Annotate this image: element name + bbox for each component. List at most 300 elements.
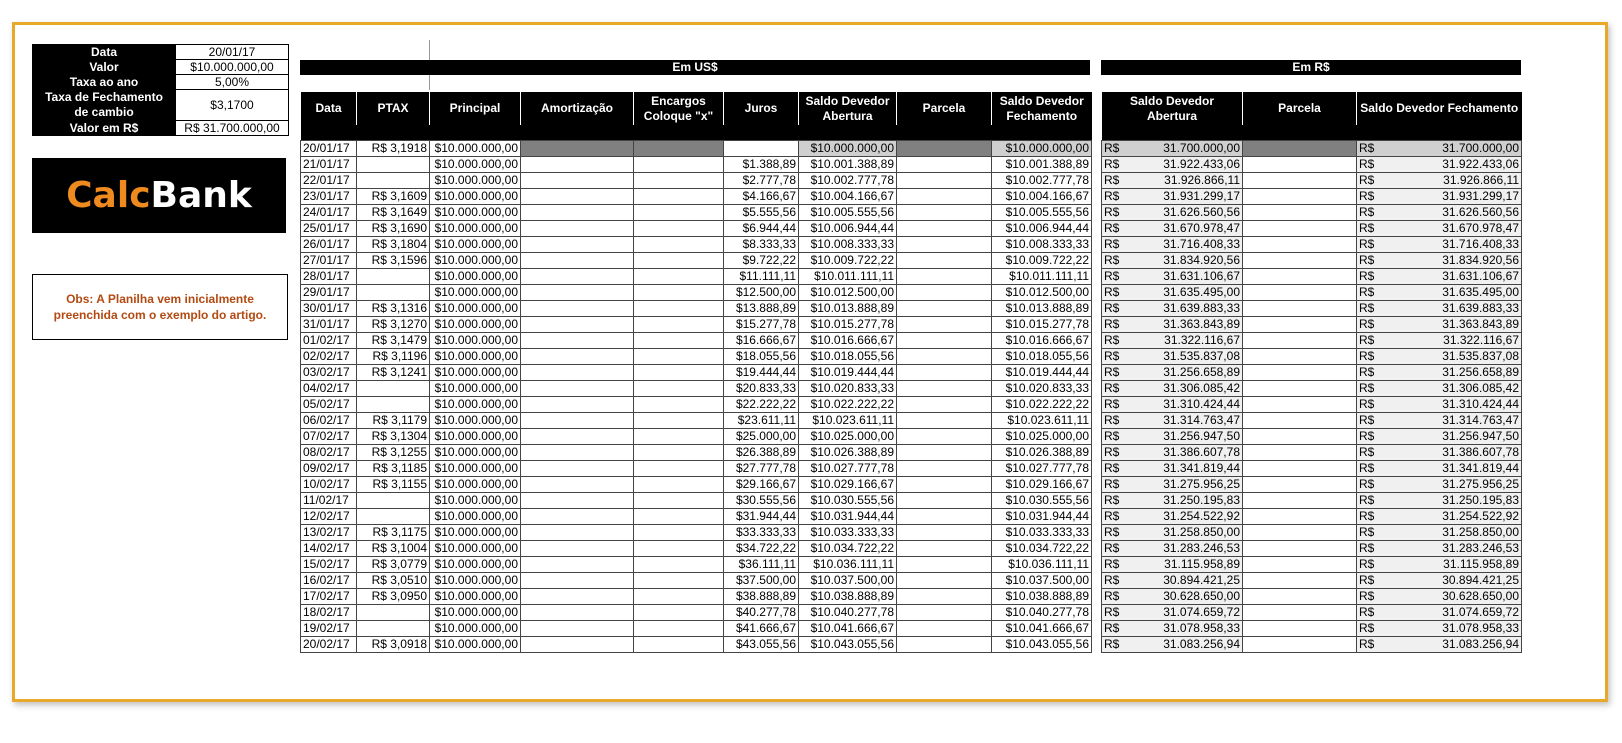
cell-brl-saldo-fechamento[interactable] <box>1357 221 1522 237</box>
cell-saldo-abertura[interactable]: $10.005.555,56 <box>799 205 897 221</box>
cell-principal[interactable]: $10.000.000,00 <box>430 173 521 189</box>
cell-saldo-abertura[interactable]: $10.033.333,33 <box>799 525 897 541</box>
cell-amortizacao[interactable] <box>521 429 634 445</box>
cell-juros[interactable]: $34.722,22 <box>724 541 799 557</box>
cell-juros[interactable]: $22.222,22 <box>724 397 799 413</box>
cell-juros[interactable]: $16.666,67 <box>724 333 799 349</box>
cell-brl-parcela[interactable] <box>1243 157 1357 173</box>
cell-amortizacao[interactable] <box>521 509 634 525</box>
cell-data[interactable]: 11/02/17 <box>301 493 357 509</box>
cell-juros[interactable]: $20.833,33 <box>724 381 799 397</box>
cell-juros[interactable]: $29.166,67 <box>724 477 799 493</box>
cell-principal[interactable]: $10.000.000,00 <box>430 429 521 445</box>
cell-encargos[interactable] <box>634 333 724 349</box>
cell-brl-saldo-abertura[interactable] <box>1102 253 1243 269</box>
cell-principal[interactable]: $10.000.000,00 <box>430 349 521 365</box>
cell-saldo-fechamento[interactable]: $10.006.944,44 <box>992 221 1092 237</box>
cell-principal[interactable]: $10.000.000,00 <box>430 461 521 477</box>
cell-data[interactable]: 03/02/17 <box>301 365 357 381</box>
cell-brl-saldo-fechamento[interactable] <box>1357 141 1522 157</box>
cell-brl-saldo-abertura[interactable] <box>1102 365 1243 381</box>
cell-data[interactable]: 09/02/17 <box>301 461 357 477</box>
cell-parcela[interactable] <box>897 349 992 365</box>
cell-brl-saldo-abertura[interactable] <box>1102 477 1243 493</box>
cell-brl-saldo-fechamento[interactable] <box>1357 189 1522 205</box>
cell-saldo-abertura[interactable]: $10.036.111,11 <box>799 557 897 573</box>
cell-saldo-fechamento[interactable]: $10.037.500,00 <box>992 573 1092 589</box>
cell-amortizacao[interactable] <box>521 253 634 269</box>
cell-ptax[interactable]: R$ 3,1185 <box>357 461 430 477</box>
cell-brl-saldo-abertura[interactable] <box>1102 189 1243 205</box>
cell-brl-saldo-fechamento[interactable] <box>1357 461 1522 477</box>
cell-brl-saldo-fechamento[interactable] <box>1357 285 1522 301</box>
cell-saldo-fechamento[interactable]: $10.031.944,44 <box>992 509 1092 525</box>
cell-principal[interactable]: $10.000.000,00 <box>430 509 521 525</box>
cell-data[interactable]: 06/02/17 <box>301 413 357 429</box>
cell-juros[interactable]: $15.277,78 <box>724 317 799 333</box>
cell-juros[interactable]: $13.888,89 <box>724 301 799 317</box>
cell-amortizacao[interactable] <box>521 157 634 173</box>
cell-juros[interactable]: $12.500,00 <box>724 285 799 301</box>
cell-parcela[interactable] <box>897 413 992 429</box>
cell-brl-parcela[interactable] <box>1243 365 1357 381</box>
cell-ptax[interactable]: R$ 3,0779 <box>357 557 430 573</box>
cell-encargos[interactable] <box>634 557 724 573</box>
cell-ptax[interactable]: R$ 3,1004 <box>357 541 430 557</box>
cell-ptax[interactable]: R$ 3,1596 <box>357 253 430 269</box>
cell-encargos[interactable] <box>634 541 724 557</box>
cell-juros[interactable]: $43.055,56 <box>724 637 799 653</box>
cell-parcela[interactable] <box>897 541 992 557</box>
cell-brl-saldo-fechamento[interactable] <box>1357 429 1522 445</box>
cell-brl-parcela[interactable] <box>1243 429 1357 445</box>
cell-data[interactable]: 02/02/17 <box>301 349 357 365</box>
cell-parcela[interactable] <box>897 429 992 445</box>
cell-saldo-abertura[interactable]: $10.041.666,67 <box>799 621 897 637</box>
cell-brl-parcela[interactable] <box>1243 269 1357 285</box>
cell-juros[interactable]: $1.388,89 <box>724 157 799 173</box>
cell-data[interactable]: 25/01/17 <box>301 221 357 237</box>
cell-parcela[interactable] <box>897 205 992 221</box>
cell-brl-saldo-fechamento[interactable] <box>1357 413 1522 429</box>
cell-amortizacao[interactable] <box>521 541 634 557</box>
cell-parcela[interactable] <box>897 461 992 477</box>
cell-encargos[interactable] <box>634 429 724 445</box>
cell-parcela[interactable] <box>897 397 992 413</box>
cell-parcela[interactable] <box>897 605 992 621</box>
cell-saldo-fechamento[interactable]: $10.040.277,78 <box>992 605 1092 621</box>
cell-juros[interactable]: $31.944,44 <box>724 509 799 525</box>
summary-value[interactable]: $3,1700 <box>176 90 289 121</box>
cell-data[interactable]: 31/01/17 <box>301 317 357 333</box>
cell-principal[interactable]: $10.000.000,00 <box>430 589 521 605</box>
cell-data[interactable]: 10/02/17 <box>301 477 357 493</box>
cell-saldo-fechamento[interactable]: $10.038.888,89 <box>992 589 1092 605</box>
cell-amortizacao[interactable] <box>521 269 634 285</box>
cell-encargos[interactable] <box>634 349 724 365</box>
cell-ptax[interactable]: R$ 3,1175 <box>357 525 430 541</box>
cell-ptax[interactable]: R$ 3,1304 <box>357 429 430 445</box>
cell-encargos[interactable] <box>634 141 724 157</box>
cell-brl-parcela[interactable] <box>1243 237 1357 253</box>
cell-saldo-fechamento[interactable]: $10.026.388,89 <box>992 445 1092 461</box>
cell-saldo-fechamento[interactable]: $10.000.000,00 <box>992 141 1092 157</box>
cell-brl-parcela[interactable] <box>1243 477 1357 493</box>
cell-principal[interactable]: $10.000.000,00 <box>430 573 521 589</box>
cell-saldo-abertura[interactable]: $10.000.000,00 <box>799 141 897 157</box>
cell-brl-saldo-abertura[interactable] <box>1102 157 1243 173</box>
cell-encargos[interactable] <box>634 477 724 493</box>
cell-brl-parcela[interactable] <box>1243 637 1357 653</box>
cell-saldo-abertura[interactable]: $10.030.555,56 <box>799 493 897 509</box>
cell-brl-parcela[interactable] <box>1243 301 1357 317</box>
cell-brl-saldo-fechamento[interactable] <box>1357 621 1522 637</box>
cell-data[interactable]: 01/02/17 <box>301 333 357 349</box>
cell-ptax[interactable] <box>357 397 430 413</box>
cell-brl-parcela[interactable] <box>1243 413 1357 429</box>
cell-principal[interactable]: $10.000.000,00 <box>430 221 521 237</box>
cell-principal[interactable]: $10.000.000,00 <box>430 333 521 349</box>
cell-ptax[interactable]: R$ 3,1155 <box>357 477 430 493</box>
cell-brl-saldo-abertura[interactable] <box>1102 413 1243 429</box>
cell-brl-saldo-fechamento[interactable] <box>1357 557 1522 573</box>
cell-brl-saldo-abertura[interactable] <box>1102 605 1243 621</box>
cell-brl-parcela[interactable] <box>1243 285 1357 301</box>
cell-parcela[interactable] <box>897 157 992 173</box>
cell-juros[interactable]: $41.666,67 <box>724 621 799 637</box>
cell-amortizacao[interactable] <box>521 445 634 461</box>
cell-saldo-abertura[interactable]: $10.029.166,67 <box>799 477 897 493</box>
cell-principal[interactable]: $10.000.000,00 <box>430 189 521 205</box>
cell-juros[interactable]: $26.388,89 <box>724 445 799 461</box>
cell-amortizacao[interactable] <box>521 381 634 397</box>
cell-brl-saldo-fechamento[interactable] <box>1357 573 1522 589</box>
cell-saldo-abertura[interactable]: $10.002.777,78 <box>799 173 897 189</box>
cell-parcela[interactable] <box>897 269 992 285</box>
cell-saldo-abertura[interactable]: $10.020.833,33 <box>799 381 897 397</box>
cell-brl-saldo-abertura[interactable] <box>1102 589 1243 605</box>
cell-brl-parcela[interactable] <box>1243 557 1357 573</box>
cell-brl-parcela[interactable] <box>1243 621 1357 637</box>
cell-brl-saldo-abertura[interactable] <box>1102 317 1243 333</box>
cell-saldo-fechamento[interactable]: $10.019.444,44 <box>992 365 1092 381</box>
cell-encargos[interactable] <box>634 317 724 333</box>
cell-saldo-fechamento[interactable]: $10.041.666,67 <box>992 621 1092 637</box>
cell-ptax[interactable]: R$ 3,1918 <box>357 141 430 157</box>
cell-saldo-fechamento[interactable]: $10.004.166,67 <box>992 189 1092 205</box>
cell-parcela[interactable] <box>897 301 992 317</box>
cell-amortizacao[interactable] <box>521 461 634 477</box>
cell-parcela[interactable] <box>897 365 992 381</box>
cell-data[interactable]: 15/02/17 <box>301 557 357 573</box>
cell-parcela[interactable] <box>897 589 992 605</box>
cell-encargos[interactable] <box>634 525 724 541</box>
cell-brl-saldo-fechamento[interactable] <box>1357 237 1522 253</box>
cell-ptax[interactable] <box>357 269 430 285</box>
cell-brl-parcela[interactable] <box>1243 445 1357 461</box>
cell-data[interactable]: 21/01/17 <box>301 157 357 173</box>
cell-ptax[interactable]: R$ 3,1649 <box>357 205 430 221</box>
cell-brl-parcela[interactable] <box>1243 589 1357 605</box>
cell-saldo-fechamento[interactable]: $10.027.777,78 <box>992 461 1092 477</box>
cell-data[interactable]: 14/02/17 <box>301 541 357 557</box>
cell-ptax[interactable]: R$ 3,1196 <box>357 349 430 365</box>
cell-saldo-abertura[interactable]: $10.012.500,00 <box>799 285 897 301</box>
cell-amortizacao[interactable] <box>521 589 634 605</box>
cell-principal[interactable]: $10.000.000,00 <box>430 621 521 637</box>
cell-brl-parcela[interactable] <box>1243 381 1357 397</box>
cell-brl-parcela[interactable] <box>1243 573 1357 589</box>
cell-saldo-abertura[interactable]: $10.019.444,44 <box>799 365 897 381</box>
cell-amortizacao[interactable] <box>521 397 634 413</box>
cell-saldo-fechamento[interactable]: $10.043.055,56 <box>992 637 1092 653</box>
cell-brl-parcela[interactable] <box>1243 525 1357 541</box>
cell-amortizacao[interactable] <box>521 493 634 509</box>
cell-saldo-abertura[interactable]: $10.025.000,00 <box>799 429 897 445</box>
cell-parcela[interactable] <box>897 509 992 525</box>
cell-brl-parcela[interactable] <box>1243 253 1357 269</box>
cell-principal[interactable]: $10.000.000,00 <box>430 269 521 285</box>
cell-juros[interactable]: $11.111,11 <box>724 269 799 285</box>
cell-juros[interactable]: $6.944,44 <box>724 221 799 237</box>
cell-brl-parcela[interactable] <box>1243 189 1357 205</box>
cell-brl-parcela[interactable] <box>1243 509 1357 525</box>
cell-brl-parcela[interactable] <box>1243 541 1357 557</box>
cell-data[interactable]: 20/01/17 <box>301 141 357 157</box>
cell-saldo-fechamento[interactable]: $10.001.388,89 <box>992 157 1092 173</box>
cell-brl-parcela[interactable] <box>1243 221 1357 237</box>
cell-data[interactable]: 16/02/17 <box>301 573 357 589</box>
cell-brl-parcela[interactable] <box>1243 141 1357 157</box>
cell-saldo-fechamento[interactable]: $10.034.722,22 <box>992 541 1092 557</box>
cell-juros[interactable]: $8.333,33 <box>724 237 799 253</box>
cell-brl-saldo-abertura[interactable] <box>1102 493 1243 509</box>
cell-ptax[interactable]: R$ 3,1270 <box>357 317 430 333</box>
cell-ptax[interactable]: R$ 3,1479 <box>357 333 430 349</box>
cell-data[interactable]: 18/02/17 <box>301 605 357 621</box>
cell-brl-saldo-fechamento[interactable] <box>1357 173 1522 189</box>
cell-encargos[interactable] <box>634 237 724 253</box>
summary-value[interactable]: R$ 31.700.000,00 <box>176 121 289 136</box>
cell-brl-saldo-abertura[interactable] <box>1102 205 1243 221</box>
cell-data[interactable]: 08/02/17 <box>301 445 357 461</box>
cell-saldo-fechamento[interactable]: $10.005.555,56 <box>992 205 1092 221</box>
cell-data[interactable]: 23/01/17 <box>301 189 357 205</box>
cell-parcela[interactable] <box>897 525 992 541</box>
cell-brl-saldo-fechamento[interactable] <box>1357 493 1522 509</box>
cell-brl-parcela[interactable] <box>1243 205 1357 221</box>
cell-principal[interactable]: $10.000.000,00 <box>430 237 521 253</box>
cell-encargos[interactable] <box>634 445 724 461</box>
cell-juros[interactable]: $40.277,78 <box>724 605 799 621</box>
cell-brl-saldo-fechamento[interactable] <box>1357 157 1522 173</box>
cell-saldo-abertura[interactable]: $10.034.722,22 <box>799 541 897 557</box>
cell-juros[interactable]: $19.444,44 <box>724 365 799 381</box>
cell-saldo-fechamento[interactable]: $10.015.277,78 <box>992 317 1092 333</box>
cell-encargos[interactable] <box>634 173 724 189</box>
cell-ptax[interactable]: R$ 3,1241 <box>357 365 430 381</box>
cell-parcela[interactable] <box>897 637 992 653</box>
cell-saldo-fechamento[interactable]: $10.002.777,78 <box>992 173 1092 189</box>
cell-saldo-fechamento[interactable]: $10.030.555,56 <box>992 493 1092 509</box>
cell-encargos[interactable] <box>634 637 724 653</box>
cell-principal[interactable]: $10.000.000,00 <box>430 365 521 381</box>
cell-saldo-abertura[interactable]: $10.016.666,67 <box>799 333 897 349</box>
cell-juros[interactable]: $37.500,00 <box>724 573 799 589</box>
cell-saldo-fechamento[interactable]: $10.020.833,33 <box>992 381 1092 397</box>
cell-amortizacao[interactable] <box>521 557 634 573</box>
cell-data[interactable]: 13/02/17 <box>301 525 357 541</box>
cell-juros[interactable]: $33.333,33 <box>724 525 799 541</box>
cell-principal[interactable]: $10.000.000,00 <box>430 285 521 301</box>
cell-ptax[interactable] <box>357 621 430 637</box>
cell-juros[interactable]: $30.555,56 <box>724 493 799 509</box>
cell-ptax[interactable]: R$ 3,1179 <box>357 413 430 429</box>
cell-encargos[interactable] <box>634 269 724 285</box>
cell-brl-saldo-abertura[interactable] <box>1102 461 1243 477</box>
cell-parcela[interactable] <box>897 317 992 333</box>
cell-amortizacao[interactable] <box>521 301 634 317</box>
cell-brl-saldo-abertura[interactable] <box>1102 557 1243 573</box>
cell-encargos[interactable] <box>634 301 724 317</box>
cell-ptax[interactable] <box>357 285 430 301</box>
cell-juros[interactable]: $18.055,56 <box>724 349 799 365</box>
cell-brl-saldo-fechamento[interactable] <box>1357 333 1522 349</box>
cell-principal[interactable]: $10.000.000,00 <box>430 445 521 461</box>
cell-juros[interactable]: $38.888,89 <box>724 589 799 605</box>
summary-value[interactable]: 20/01/17 <box>176 45 289 60</box>
cell-saldo-fechamento[interactable]: $10.029.166,67 <box>992 477 1092 493</box>
cell-brl-saldo-fechamento[interactable] <box>1357 589 1522 605</box>
cell-encargos[interactable] <box>634 461 724 477</box>
cell-saldo-abertura[interactable]: $10.037.500,00 <box>799 573 897 589</box>
cell-brl-saldo-abertura[interactable] <box>1102 445 1243 461</box>
cell-juros[interactable]: $25.000,00 <box>724 429 799 445</box>
cell-amortizacao[interactable] <box>521 477 634 493</box>
cell-encargos[interactable] <box>634 605 724 621</box>
cell-brl-saldo-abertura[interactable] <box>1102 237 1243 253</box>
cell-principal[interactable]: $10.000.000,00 <box>430 301 521 317</box>
cell-brl-saldo-fechamento[interactable] <box>1357 349 1522 365</box>
cell-amortizacao[interactable] <box>521 237 634 253</box>
cell-brl-saldo-fechamento[interactable] <box>1357 317 1522 333</box>
cell-brl-saldo-abertura[interactable] <box>1102 573 1243 589</box>
cell-ptax[interactable]: R$ 3,1804 <box>357 237 430 253</box>
cell-ptax[interactable] <box>357 493 430 509</box>
cell-principal[interactable]: $10.000.000,00 <box>430 157 521 173</box>
cell-parcela[interactable] <box>897 253 992 269</box>
cell-principal[interactable]: $10.000.000,00 <box>430 381 521 397</box>
cell-amortizacao[interactable] <box>521 189 634 205</box>
cell-brl-saldo-abertura[interactable] <box>1102 141 1243 157</box>
cell-brl-saldo-abertura[interactable] <box>1102 349 1243 365</box>
cell-principal[interactable]: $10.000.000,00 <box>430 141 521 157</box>
cell-parcela[interactable] <box>897 573 992 589</box>
cell-brl-saldo-fechamento[interactable] <box>1357 637 1522 653</box>
cell-saldo-abertura[interactable]: $10.038.888,89 <box>799 589 897 605</box>
cell-brl-saldo-fechamento[interactable] <box>1357 269 1522 285</box>
cell-saldo-fechamento[interactable]: $10.011.111,11 <box>992 269 1092 285</box>
cell-brl-parcela[interactable] <box>1243 461 1357 477</box>
cell-saldo-abertura[interactable]: $10.027.777,78 <box>799 461 897 477</box>
cell-amortizacao[interactable] <box>521 621 634 637</box>
cell-saldo-abertura[interactable]: $10.009.722,22 <box>799 253 897 269</box>
cell-brl-saldo-fechamento[interactable] <box>1357 525 1522 541</box>
cell-data[interactable]: 27/01/17 <box>301 253 357 269</box>
cell-juros[interactable]: $36.111,11 <box>724 557 799 573</box>
cell-brl-saldo-abertura[interactable] <box>1102 397 1243 413</box>
cell-parcela[interactable] <box>897 189 992 205</box>
cell-data[interactable]: 22/01/17 <box>301 173 357 189</box>
cell-brl-saldo-abertura[interactable] <box>1102 621 1243 637</box>
cell-data[interactable]: 28/01/17 <box>301 269 357 285</box>
cell-ptax[interactable]: R$ 3,1690 <box>357 221 430 237</box>
cell-saldo-abertura[interactable]: $10.026.388,89 <box>799 445 897 461</box>
cell-brl-saldo-fechamento[interactable] <box>1357 253 1522 269</box>
cell-encargos[interactable] <box>634 397 724 413</box>
cell-brl-parcela[interactable] <box>1243 333 1357 349</box>
cell-parcela[interactable] <box>897 621 992 637</box>
cell-brl-parcela[interactable] <box>1243 605 1357 621</box>
cell-encargos[interactable] <box>634 365 724 381</box>
cell-brl-parcela[interactable] <box>1243 397 1357 413</box>
cell-principal[interactable]: $10.000.000,00 <box>430 413 521 429</box>
cell-encargos[interactable] <box>634 621 724 637</box>
cell-saldo-abertura[interactable]: $10.043.055,56 <box>799 637 897 653</box>
cell-encargos[interactable] <box>634 589 724 605</box>
cell-saldo-abertura[interactable]: $10.001.388,89 <box>799 157 897 173</box>
cell-juros[interactable]: $27.777,78 <box>724 461 799 477</box>
cell-brl-saldo-abertura[interactable] <box>1102 173 1243 189</box>
cell-amortizacao[interactable] <box>521 205 634 221</box>
cell-saldo-abertura[interactable]: $10.004.166,67 <box>799 189 897 205</box>
cell-parcela[interactable] <box>897 221 992 237</box>
cell-amortizacao[interactable] <box>521 349 634 365</box>
cell-encargos[interactable] <box>634 189 724 205</box>
cell-brl-saldo-abertura[interactable] <box>1102 429 1243 445</box>
cell-principal[interactable]: $10.000.000,00 <box>430 205 521 221</box>
cell-amortizacao[interactable] <box>521 221 634 237</box>
cell-ptax[interactable]: R$ 3,0510 <box>357 573 430 589</box>
cell-saldo-fechamento[interactable]: $10.012.500,00 <box>992 285 1092 301</box>
cell-amortizacao[interactable] <box>521 637 634 653</box>
cell-ptax[interactable]: R$ 3,0950 <box>357 589 430 605</box>
cell-saldo-abertura[interactable]: $10.013.888,89 <box>799 301 897 317</box>
cell-principal[interactable]: $10.000.000,00 <box>430 637 521 653</box>
cell-principal[interactable]: $10.000.000,00 <box>430 605 521 621</box>
cell-parcela[interactable] <box>897 333 992 349</box>
cell-brl-saldo-fechamento[interactable] <box>1357 605 1522 621</box>
cell-ptax[interactable] <box>357 605 430 621</box>
cell-amortizacao[interactable] <box>521 285 634 301</box>
cell-saldo-abertura[interactable]: $10.022.222,22 <box>799 397 897 413</box>
cell-ptax[interactable] <box>357 381 430 397</box>
cell-amortizacao[interactable] <box>521 573 634 589</box>
cell-parcela[interactable] <box>897 285 992 301</box>
cell-ptax[interactable] <box>357 173 430 189</box>
cell-parcela[interactable] <box>897 557 992 573</box>
cell-saldo-abertura[interactable]: $10.011.111,11 <box>799 269 897 285</box>
cell-brl-saldo-fechamento[interactable] <box>1357 365 1522 381</box>
cell-ptax[interactable] <box>357 157 430 173</box>
cell-data[interactable]: 17/02/17 <box>301 589 357 605</box>
cell-parcela[interactable] <box>897 173 992 189</box>
cell-principal[interactable]: $10.000.000,00 <box>430 525 521 541</box>
cell-amortizacao[interactable] <box>521 413 634 429</box>
cell-saldo-fechamento[interactable]: $10.033.333,33 <box>992 525 1092 541</box>
cell-saldo-fechamento[interactable]: $10.036.111,11 <box>992 557 1092 573</box>
cell-saldo-fechamento[interactable]: $10.018.055,56 <box>992 349 1092 365</box>
